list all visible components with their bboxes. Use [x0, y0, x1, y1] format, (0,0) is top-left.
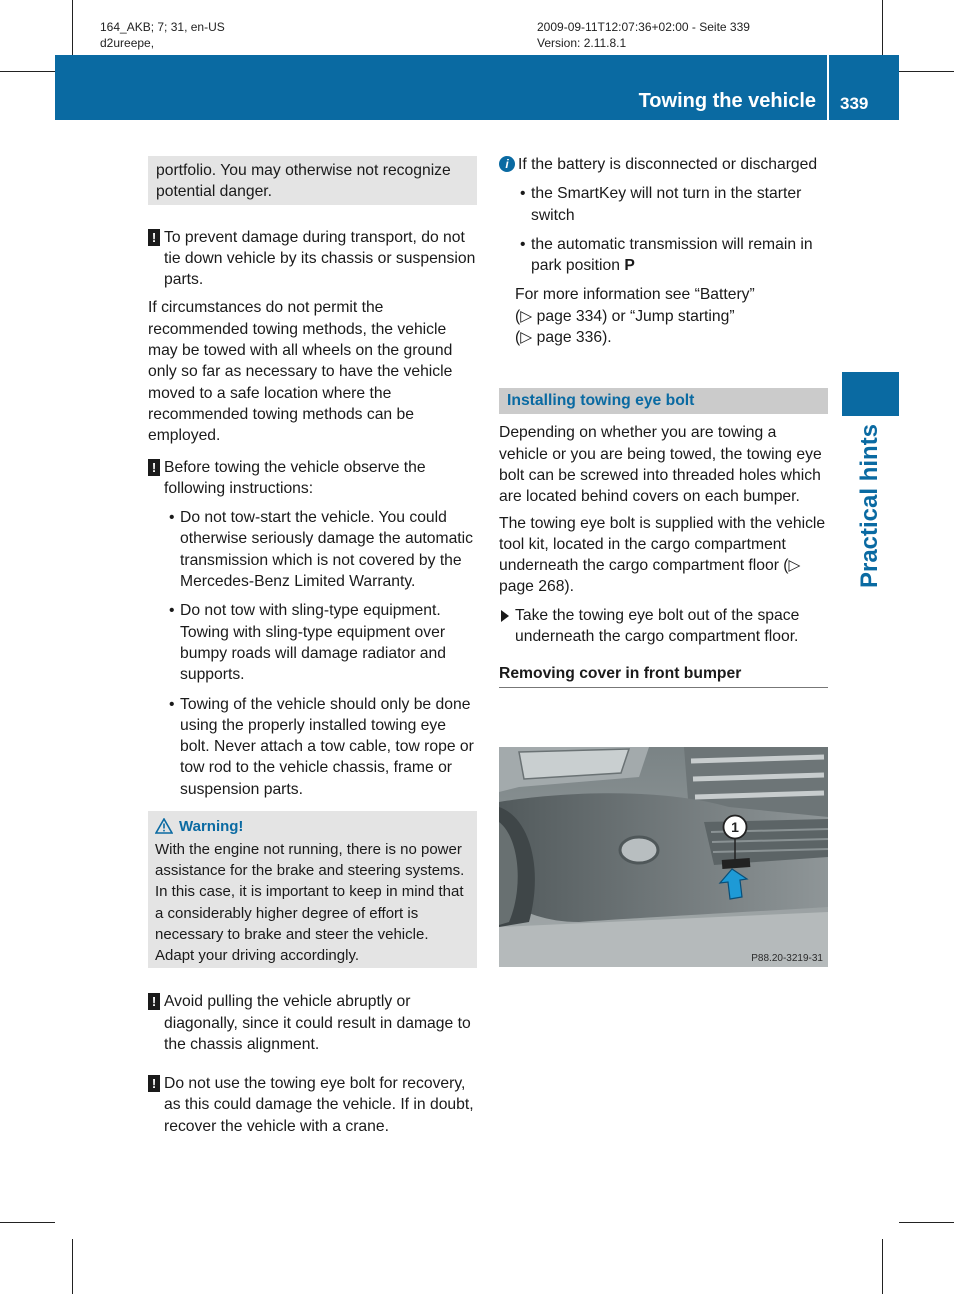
more-info-line: (▷ page 336).	[515, 329, 612, 347]
bullet-icon: •	[169, 602, 175, 620]
list-item-text	[531, 234, 828, 277]
notice-instructions	[148, 457, 477, 800]
exclamation-icon: !	[148, 1075, 160, 1092]
list-item-text: the SmartKey will not turn in the starter switch	[531, 185, 802, 224]
list-item	[164, 507, 477, 592]
meta-line: 164_AKB; 7; 31, en-US	[100, 20, 225, 34]
warning-title: Warning!	[179, 818, 244, 836]
notice-pulling	[148, 991, 477, 1055]
page-number: 339	[840, 94, 869, 113]
crop-mark	[0, 71, 55, 72]
exclamation-icon: !	[148, 459, 160, 476]
continued-text: portfolio. You may otherwise not recognize potential danger.	[156, 162, 451, 201]
left-column	[148, 156, 477, 1137]
exclamation-icon: !	[148, 229, 160, 246]
meta-line: d2ureepe,	[100, 36, 155, 50]
warning-heading	[155, 815, 470, 839]
info-note	[499, 154, 828, 348]
paragraph: The towing eye bolt is supplied with the vehicle tool kit, located in the cargo compartment underneath the cargo compartment floor (▷ page 268).	[499, 514, 826, 596]
warning-box	[148, 811, 477, 968]
step-instruction	[499, 605, 828, 648]
notice-recovery	[148, 1073, 477, 1137]
list-item-text: Do not tow-start the vehicle. You could otherwise seriously damage the automatic transmission which is not covered by the Mercedes-Benz Limited Warranty.	[180, 509, 473, 591]
list-item	[515, 234, 828, 277]
more-info-line: For more information see “Battery”	[515, 286, 755, 304]
notice-text: Avoid pulling the vehicle abruptly or diagonally, since it could result in damage to the chassis alignment.	[164, 993, 471, 1053]
bullet-icon: •	[520, 235, 526, 253]
crop-mark	[72, 0, 73, 55]
notice-text: Before towing the vehicle observe the following instructions:	[164, 458, 426, 497]
list-item	[164, 694, 477, 800]
paragraph: If circumstances do not permit the recommended towing methods, the vehicle may be towed with all wheels on the ground only so far as necessary to have the vehicle moved to a safe location where the recommended towing methods can be employed.	[148, 299, 453, 445]
header-bar	[55, 55, 899, 120]
continued-note	[148, 156, 477, 205]
bumper-drawing	[499, 747, 828, 967]
meta-line: 2009-09-11T12:07:36+02:00 - Seite 339	[537, 20, 750, 34]
print-meta-right	[537, 19, 750, 51]
header-divider	[827, 55, 829, 120]
notice-text: To prevent damage during transport, do not tie down vehicle by its chassis or suspension parts.	[164, 228, 476, 289]
chapter-tab	[842, 372, 899, 416]
warning-text: With the engine not running, there is no power assistance for the brake and steering systems. In this case, it is important to keep in mind that a considerably higher degree of effort is necessary to brake and steer the vehicle. Adapt your driving accordingly.	[155, 841, 465, 965]
list-item-text: Do not tow with sling-type equipment. Towing with sling-type equipment over bumpy roads will damage radiator and supports.	[180, 602, 446, 684]
callout-number: 1	[731, 819, 739, 835]
crop-mark	[0, 1222, 55, 1223]
figure-code: P88.20-3219-31	[751, 953, 823, 964]
page-title: Towing the vehicle	[638, 90, 816, 112]
bullet-icon: •	[169, 509, 175, 527]
list-item	[515, 183, 828, 226]
warning-triangle-icon	[155, 818, 173, 834]
crop-mark	[882, 1239, 883, 1294]
step-text: Take the towing eye bolt out of the space underneath the cargo compartment floor.	[515, 606, 800, 646]
info-text: If the battery is disconnected or discharged	[518, 156, 818, 173]
section-heading: Installing towing eye bolt	[499, 388, 828, 414]
crop-mark	[882, 0, 883, 55]
notice-transport	[148, 227, 477, 291]
crop-mark	[72, 1239, 73, 1294]
right-column	[499, 154, 828, 688]
arrow-right-icon	[501, 610, 509, 622]
bullet-icon: •	[169, 695, 175, 713]
exclamation-icon: !	[148, 993, 160, 1010]
bumper-illustration	[499, 747, 828, 967]
chapter-label: Practical hints	[856, 423, 883, 589]
list-item	[164, 600, 477, 685]
crop-mark	[899, 71, 954, 72]
info-icon: i	[499, 156, 515, 172]
park-position-letter: P	[624, 257, 635, 275]
notice-text: Do not use the towing eye bolt for recovery, as this could damage the vehicle. If in doubt, recover the vehicle with a crane.	[164, 1075, 474, 1135]
crop-mark	[899, 1222, 954, 1223]
list-item-text-part: the automatic transmission will remain in park position	[531, 235, 813, 275]
more-info-line: (▷ page 334) or “Jump starting”	[515, 307, 735, 325]
bullet-icon: •	[520, 185, 526, 203]
paragraph: Depending on whether you are towing a vehicle or you are being towed, the towing eye bolt can be screwed into threaded holes which are located behind covers on each bumper.	[499, 424, 822, 506]
subheading: Removing cover in front bumper	[499, 663, 828, 687]
print-meta-left	[100, 19, 225, 51]
list-item-text: Towing of the vehicle should only be done using the properly installed towing eye bolt. Never attach a tow cable, tow rope or tow rod to the vehicle chassis, frame or suspension parts.	[180, 695, 474, 798]
meta-line: Version: 2.11.8.1	[537, 36, 627, 50]
